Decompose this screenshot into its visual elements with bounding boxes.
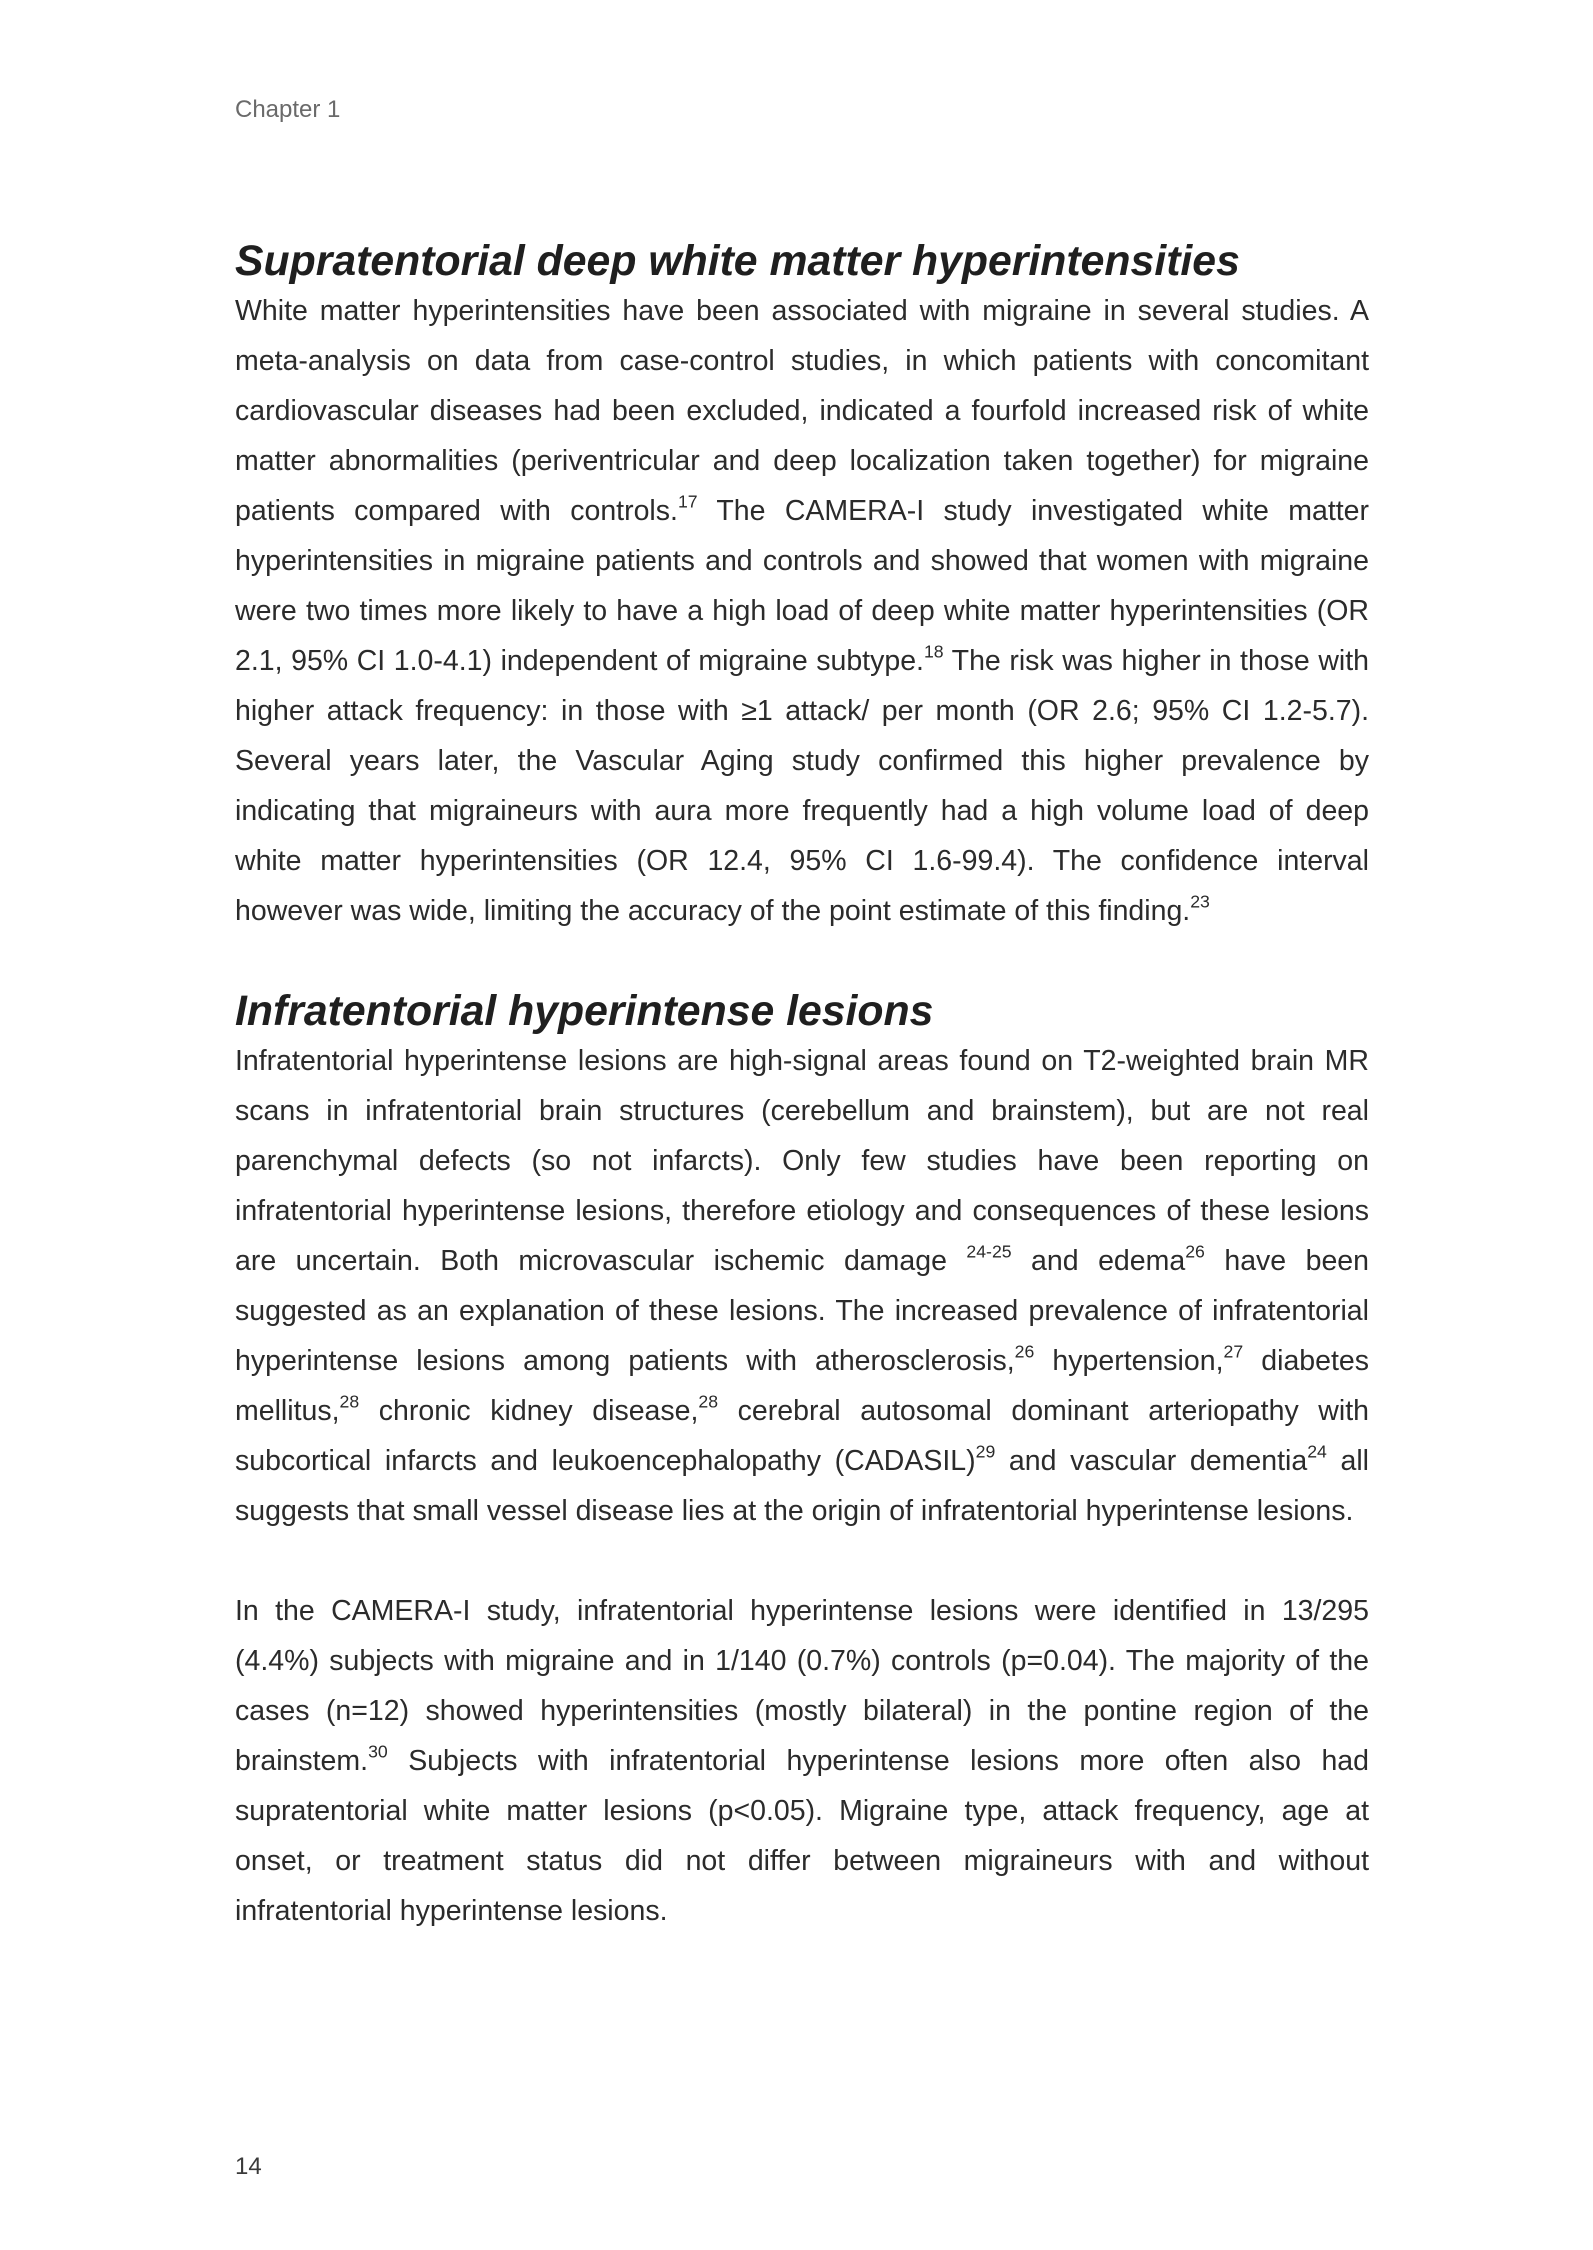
text-run: and edema [1011, 1245, 1186, 1277]
citation-ref: 18 [923, 641, 944, 662]
citation-ref: 28 [698, 1391, 719, 1412]
section-infratentorial [235, 986, 1369, 1936]
citation-ref: 26 [1014, 1341, 1035, 1362]
text-run: and vascular dementia [995, 1445, 1308, 1477]
text-run: all suggests that small vessel disease lies at the origin of infratentorial hyperintense lesions. [235, 1445, 1370, 1527]
text-run: The risk was higher in those with higher attack frequency: in those with ≥1 attack/ per month (OR 2.6; 95% CI 1.2-5.7). Several years later, the Vascular Aging study confirmed this higher prevalence by indicating that migraineurs with aura more frequently had a high volume load of deep white matter hyperintensities (OR 12.4, 95% CI 1.6-99.4). The confidence interval however was wide, limiting the accuracy of the point estimate of this finding. [235, 645, 1369, 927]
citation-ref: 29 [975, 1441, 996, 1462]
paragraph [235, 286, 1369, 936]
running-head: Chapter 1 [235, 96, 341, 123]
paragraph [235, 1586, 1369, 1936]
text-run: diabetes mellitus, [235, 1345, 1370, 1427]
paragraph-text [235, 1586, 1369, 1936]
paragraph-text [235, 286, 1369, 936]
section-supratentorial [235, 236, 1369, 936]
text-run: The CAMERA-I study investigated white matter hyperintensities in migraine patients and controls and showed that women with migraine were two times more likely to have a high load of deep white matter hyperintensities (OR 2.1, 95% CI 1.0-4.1) independent of migraine subtype. [235, 495, 1370, 677]
text-run: Infratentorial hyperintense lesions are high-signal areas found on T2-weighted brain MR scans in infratentorial brain structures (cerebellum and brainstem), but are not real parenchymal defects (so not infarcts). Only few studies have been reporting on infratentorial hyperintense lesions, therefore etiology and consequences of these lesions are uncertain. Both microvascular ischemic damage [235, 1045, 1369, 1277]
section-heading: Infratentorial hyperintense lesions [235, 987, 934, 1035]
citation-ref: 30 [368, 1741, 388, 1762]
text-run: hypertension, [1034, 1345, 1224, 1377]
citation-ref: 28 [339, 1391, 360, 1412]
citation-ref: 24 [1307, 1441, 1327, 1462]
text-run: Subjects with infratentorial hyperintense lesions more often also had supratentorial white matter lesions (p<0.05). Migraine type, attack frequency, age at onset, or treatment status did not differ between migraineurs with and without infratentorial hyperintense lesions. [235, 1745, 1369, 1927]
text-run: have been suggested as an explanation of these lesions. The increased prevalence of infratentorial hyperintense lesions among patients with atherosclerosis, [235, 1245, 1370, 1377]
citation-ref: 27 [1223, 1341, 1244, 1362]
citation-ref: 17 [677, 491, 698, 512]
page-number: 14 [235, 2153, 262, 2180]
text-run: In the CAMERA-I study, infratentorial hyperintense lesions were identified in 13/295 (4.4%) subjects with migraine and in 1/140 (0.7%) controls (p=0.04). The majority of the cases (n=12) showed hyperintensities (mostly bilateral) in the pontine region of the brainstem. [235, 1595, 1369, 1777]
text-run: chronic kidney disease, [359, 1395, 699, 1427]
citation-ref: 24-25 [966, 1241, 1012, 1262]
paragraph [235, 1036, 1369, 1536]
citation-ref: 26 [1185, 1241, 1205, 1262]
section-heading: Supratentorial deep white matter hyperintensities [235, 237, 1240, 285]
text-run: White matter hyperintensities have been associated with migraine in several studies. A meta-analysis on data from case-control studies, in which patients with concomitant cardiovascular diseases had been excluded, indicated a fourfold increased risk of white matter abnormalities (periventricular and deep localization taken together) for migraine patients compared with controls. [235, 295, 1369, 527]
text-run: cerebral autosomal dominant arteriopathy with subcortical infarcts and leukoencephalopathy (CADASIL) [235, 1395, 1369, 1477]
paragraph-text [235, 1036, 1369, 1536]
body-text [235, 236, 1369, 1986]
citation-ref: 23 [1190, 891, 1210, 912]
